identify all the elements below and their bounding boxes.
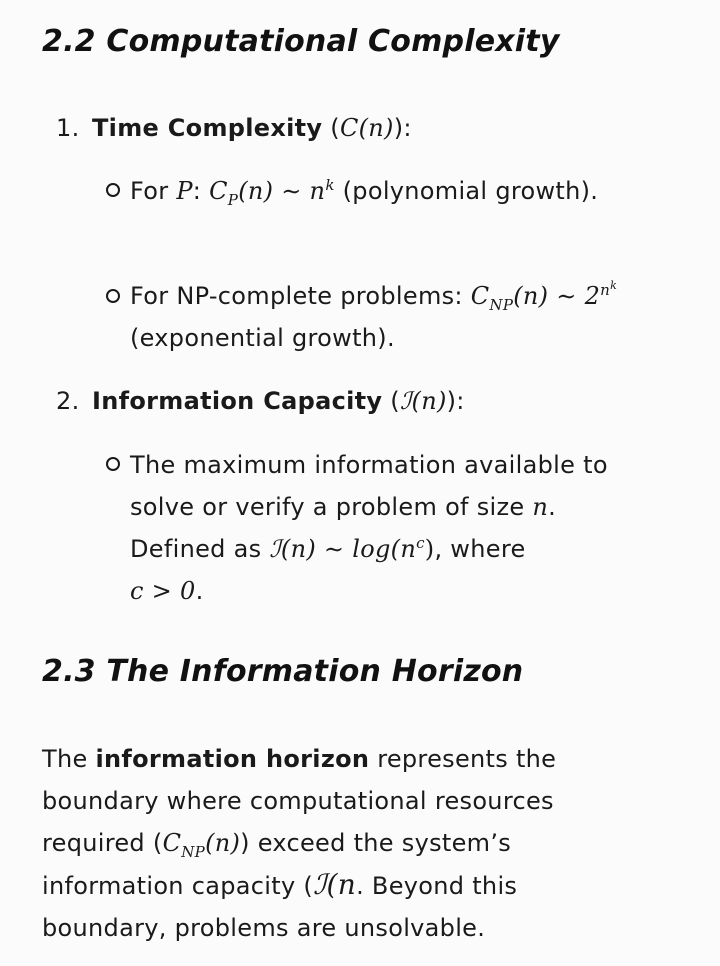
list-item-time-complexity: Time Complexity (C(n)):: [92, 114, 412, 142]
bullet-exponential: For NP-complete problems: $C_{NP}(n)$ ∼ $2^{n^k}$ (exponential growth).: [130, 279, 618, 352]
section-heading-2-3: 2.3 The Information Horizon: [42, 654, 524, 689]
bullet-information-definition: The maximum information available to solve or verify a problem of size n. Defined as ℐ(n) ∼ $\log(n^c)$, where c > 0.: [130, 451, 608, 605]
list-marker-1: 1.: [56, 114, 80, 142]
list-item-information-capacity: Information Capacity (ℐ(n)):: [92, 387, 465, 415]
item-symbol: ℐ(n): [399, 387, 447, 415]
item-title: Information Capacity: [92, 387, 383, 415]
bullet-polynomial: For P: $C_P(n)$ ∼ $n^k$ (polynomial growth).: [130, 176, 599, 209]
bullet-icon: [106, 183, 120, 197]
item-title: Time Complexity: [92, 114, 323, 142]
list-marker-2: 2.: [56, 387, 80, 415]
paragraph-information-horizon: The information horizon represents the boundary where computational resources required $(C_{NP}(n))$ exceed the system’s information capacity (ℐ(n. Beyond this boundary, problems are unsolvable.: [42, 745, 557, 942]
bullet-icon: [106, 457, 120, 471]
item-symbol: C(n): [339, 114, 394, 142]
section-heading-2-2: 2.2 Computational Complexity: [42, 24, 560, 59]
bullet-icon: [106, 289, 120, 303]
